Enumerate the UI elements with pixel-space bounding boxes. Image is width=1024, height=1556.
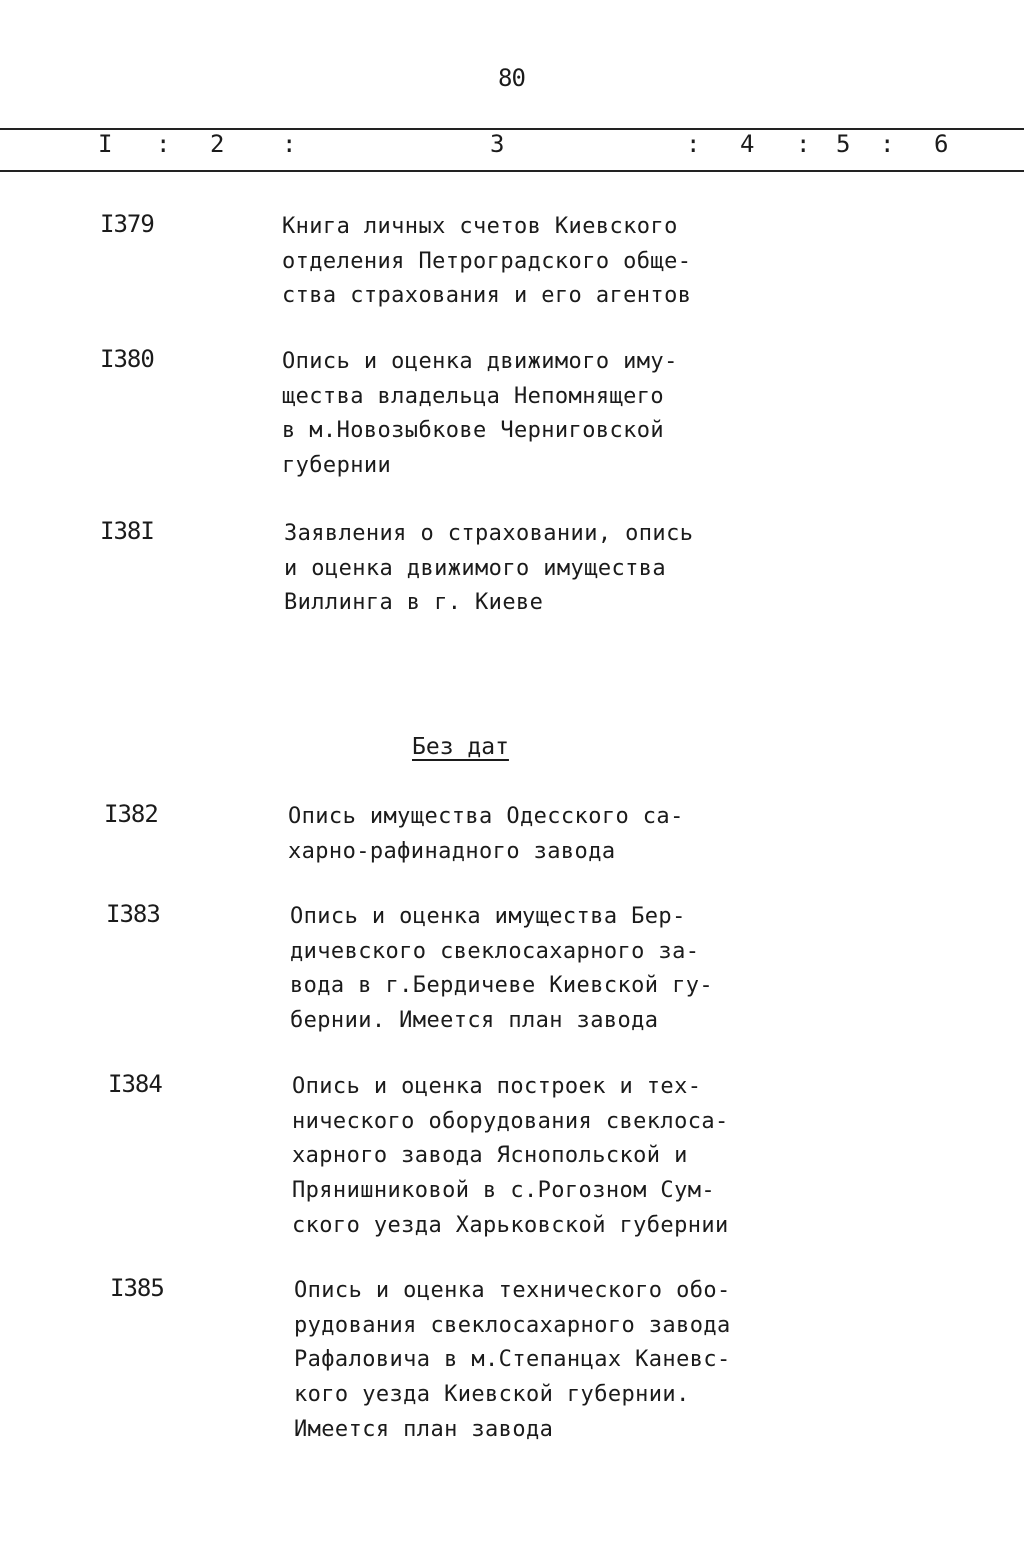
column-header-3: 3 — [490, 130, 505, 158]
entry-number: I382 — [104, 800, 158, 828]
column-separator: : — [796, 130, 811, 158]
column-header-5: 5 — [836, 130, 851, 158]
entry-number: I384 — [108, 1070, 162, 1098]
column-separator: : — [282, 130, 297, 158]
column-separator: : — [156, 130, 171, 158]
entry-number: I379 — [100, 210, 154, 238]
entry-number: I383 — [106, 900, 160, 928]
entry-description: Опись и оценка имущества Бер- дичевского свеклосахарного за- вода в г.Бердичеве Киевской гу- бернии. Имеется план завода — [290, 904, 713, 1034]
entry-number: I38I — [100, 517, 154, 545]
column-header — [0, 130, 1024, 166]
column-header-6: 6 — [934, 130, 949, 158]
entry-description: Опись имущества Одесского са- харно-рафинадного завода — [288, 804, 684, 864]
column-separator: : — [686, 130, 701, 158]
entry-description: Опись и оценка технического обо- рудования свеклосахарного завода Рафаловича в м.Степанцах Каневс- кого уезда Киевской губернии. Имеется план завода — [294, 1278, 731, 1442]
section-title-undated: Без дат — [412, 734, 509, 760]
entry-number: I385 — [110, 1274, 164, 1302]
column-header-2: 2 — [210, 130, 225, 158]
column-header-4: 4 — [740, 130, 755, 158]
page-number: 80 — [498, 64, 525, 92]
entry-description: Опись и оценка построек и тех- нического оборудования свеклоса- харного завода Яснопольской и Прянишниковой в с.Рогозном Сум- ского уезда Харьковской губернии — [292, 1074, 729, 1238]
entry-description: Опись и оценка движимого иму- щества владельца Непомнящего в м.Новозыбкове Черниговской губернии — [282, 349, 678, 479]
entry-description: Книга личных счетов Киевского отделения Петроградского обще- ства страхования и его агентов — [282, 214, 692, 309]
header-bottom-rule — [0, 170, 1024, 172]
entry-description: Заявления о страховании, опись и оценка движимого имущества Виллинга в г. Киеве — [284, 521, 694, 616]
column-header-1: I — [98, 130, 113, 158]
entry-number: I380 — [100, 345, 154, 373]
column-separator: : — [880, 130, 895, 158]
